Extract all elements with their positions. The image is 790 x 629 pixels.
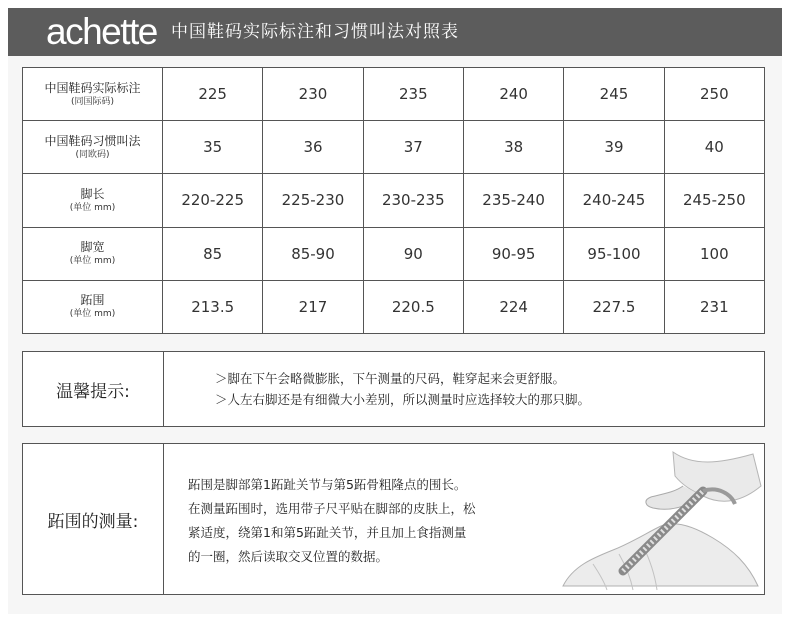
table-cell: 230: [263, 68, 363, 121]
row-header-label: 脚宽: [80, 240, 105, 255]
size-chart-table: [22, 67, 765, 334]
table-cell: 230-235: [363, 174, 463, 227]
table-cell: 35: [163, 121, 263, 174]
table-cell: 95-100: [564, 227, 664, 280]
tip-line: ＞人左右脚还是有细微大小差别，所以测量时应选择较大的那只脚。: [215, 392, 591, 407]
row-header-sub: (同国际码): [70, 96, 115, 107]
row-header-label: 跖围: [80, 293, 105, 308]
row-header: [23, 227, 163, 280]
row-header-label: 中国鞋码习惯叫法: [44, 133, 141, 148]
table-cell: 225: [163, 68, 263, 121]
tips-label: 温馨提示:: [23, 352, 164, 426]
table-cell: 220.5: [363, 280, 463, 333]
row-header: [23, 68, 163, 121]
table-cell: 240: [463, 68, 563, 121]
table-row: [23, 227, 765, 280]
table-cell: 235-240: [463, 174, 563, 227]
table-cell: 235: [363, 68, 463, 121]
measure-text-line: 的一圈，然后读取交叉位置的数据。: [188, 549, 389, 564]
table-cell: 90: [363, 227, 463, 280]
table-cell: 250: [664, 68, 764, 121]
measure-text-line: 在测量跖围时，选用带子尺平贴在脚部的皮肤上，松: [188, 501, 476, 516]
tips-box: [22, 351, 765, 427]
row-header-sub: (同欧码): [75, 149, 110, 160]
row-header: [23, 174, 163, 227]
table-cell: 224: [463, 280, 563, 333]
table-cell: 231: [664, 280, 764, 333]
table-cell: 38: [463, 121, 563, 174]
table-cell: 240-245: [564, 174, 664, 227]
table-cell: 225-230: [263, 174, 363, 227]
row-header: [23, 280, 163, 333]
measure-text-line: 跖围是脚部第1跖趾关节与第5跖骨粗隆点的围长。: [188, 477, 467, 492]
table-cell: 36: [263, 121, 363, 174]
table-cell: 245: [564, 68, 664, 121]
table-cell: 90-95: [463, 227, 563, 280]
measure-label: 跖围的测量:: [23, 444, 164, 594]
row-header: [23, 121, 163, 174]
table-cell: 37: [363, 121, 463, 174]
table-row: [23, 174, 765, 227]
table-cell: 40: [664, 121, 764, 174]
table-cell: 85-90: [263, 227, 363, 280]
row-header-sub: (单位 mm): [69, 256, 116, 267]
table-cell: 213.5: [163, 280, 263, 333]
table-cell: 227.5: [564, 280, 664, 333]
brand-logo: achette: [46, 11, 157, 52]
foot-measure-illustration: [553, 446, 763, 592]
table-cell: 39: [564, 121, 664, 174]
table-cell: 100: [664, 227, 764, 280]
tip-line: ＞脚在下午会略微膨胀，下午测量的尺码，鞋穿起来会更舒服。: [215, 371, 566, 386]
measure-box: [22, 443, 765, 595]
table-cell: 220-225: [163, 174, 263, 227]
measure-text-line: 紧适度，绕第1和第5跖趾关节，并且加上食指测量: [188, 525, 467, 540]
header-bar: [8, 8, 782, 56]
row-header-label: 脚长: [80, 186, 105, 201]
table-cell: 217: [263, 280, 363, 333]
page-title: 中国鞋码实际标注和习惯叫法对照表: [171, 22, 459, 42]
row-header-label: 中国鞋码实际标注: [44, 80, 141, 95]
table-row: [23, 68, 765, 121]
row-header-sub: (单位 mm): [69, 309, 116, 320]
row-header-sub: (单位 mm): [69, 202, 116, 213]
table-cell: 245-250: [664, 174, 764, 227]
table-row: [23, 280, 765, 333]
table-cell: 85: [163, 227, 263, 280]
table-row: [23, 121, 765, 174]
